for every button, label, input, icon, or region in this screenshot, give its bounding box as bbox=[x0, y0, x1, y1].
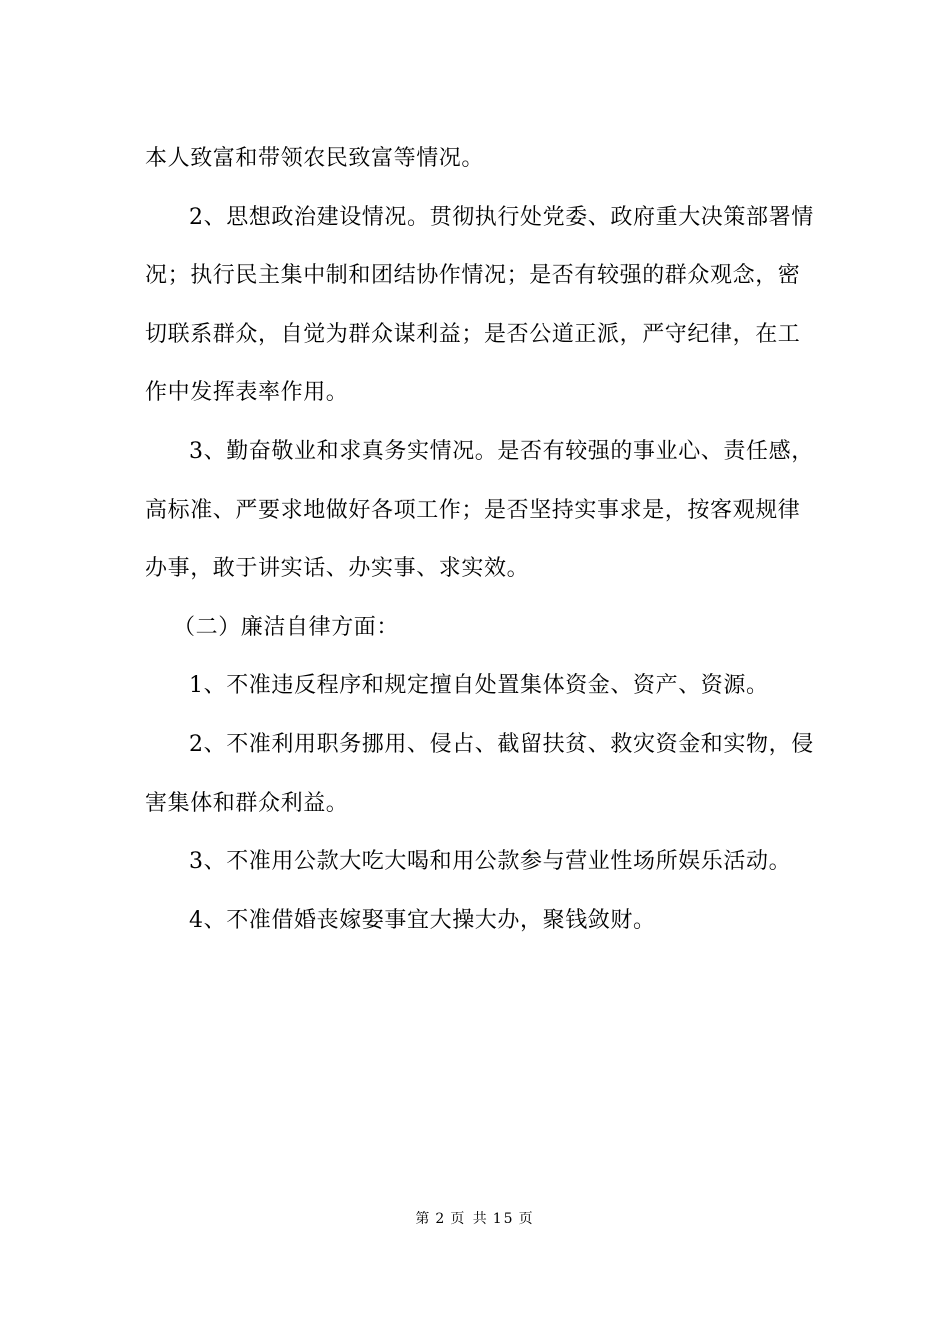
text-line: 2、不准利用职务挪用、侵占、截留扶贫、救灾资金和实物，侵 bbox=[189, 731, 814, 757]
text-line: 作中发挥表率作用。 bbox=[145, 380, 349, 406]
footer-middle: 页 共 bbox=[450, 1211, 489, 1227]
text-line: 3、勤奋敬业和求真务实情况。是否有较强的事业心、责任感， bbox=[189, 438, 814, 464]
document-body bbox=[145, 130, 814, 950]
text-line: 害集体和群众利益。 bbox=[145, 790, 349, 816]
text-line: 4、不准借婚丧嫁娶事宜大操大办，聚钱敛财。 bbox=[189, 907, 656, 933]
text-line: 况；执行民主集中制和团结协作情况；是否有较强的群众观念，密 bbox=[145, 263, 801, 289]
footer-prefix: 第 bbox=[415, 1211, 432, 1227]
text-line: 2、思想政治建设情况。贯彻执行处党委、政府重大决策部署情 bbox=[189, 204, 814, 230]
text-line: 高标准、严要求地做好各项工作；是否坚持实事求是，按客观规律 bbox=[145, 497, 801, 523]
page-footer bbox=[0, 1209, 950, 1229]
text-line: 切联系群众，自觉为群众谋利益；是否公道正派，严守纪律，在工 bbox=[145, 321, 801, 347]
text-line: 3、不准用公款大吃大喝和用公款参与营业性场所娱乐活动。 bbox=[189, 849, 792, 875]
total-pages-number: 15 bbox=[492, 1211, 515, 1227]
section-heading: （二）廉洁自律方面： bbox=[173, 614, 400, 640]
current-page-number: 2 bbox=[435, 1211, 447, 1227]
footer-suffix: 页 bbox=[518, 1211, 535, 1227]
text-line: 本人致富和带领农民致富等情况。 bbox=[145, 146, 485, 171]
text-line: 1、不准违反程序和规定擅自处置集体资金、资产、资源。 bbox=[189, 673, 769, 699]
text-line: 办事，敢于讲实话、办实事、求实效。 bbox=[145, 556, 530, 582]
